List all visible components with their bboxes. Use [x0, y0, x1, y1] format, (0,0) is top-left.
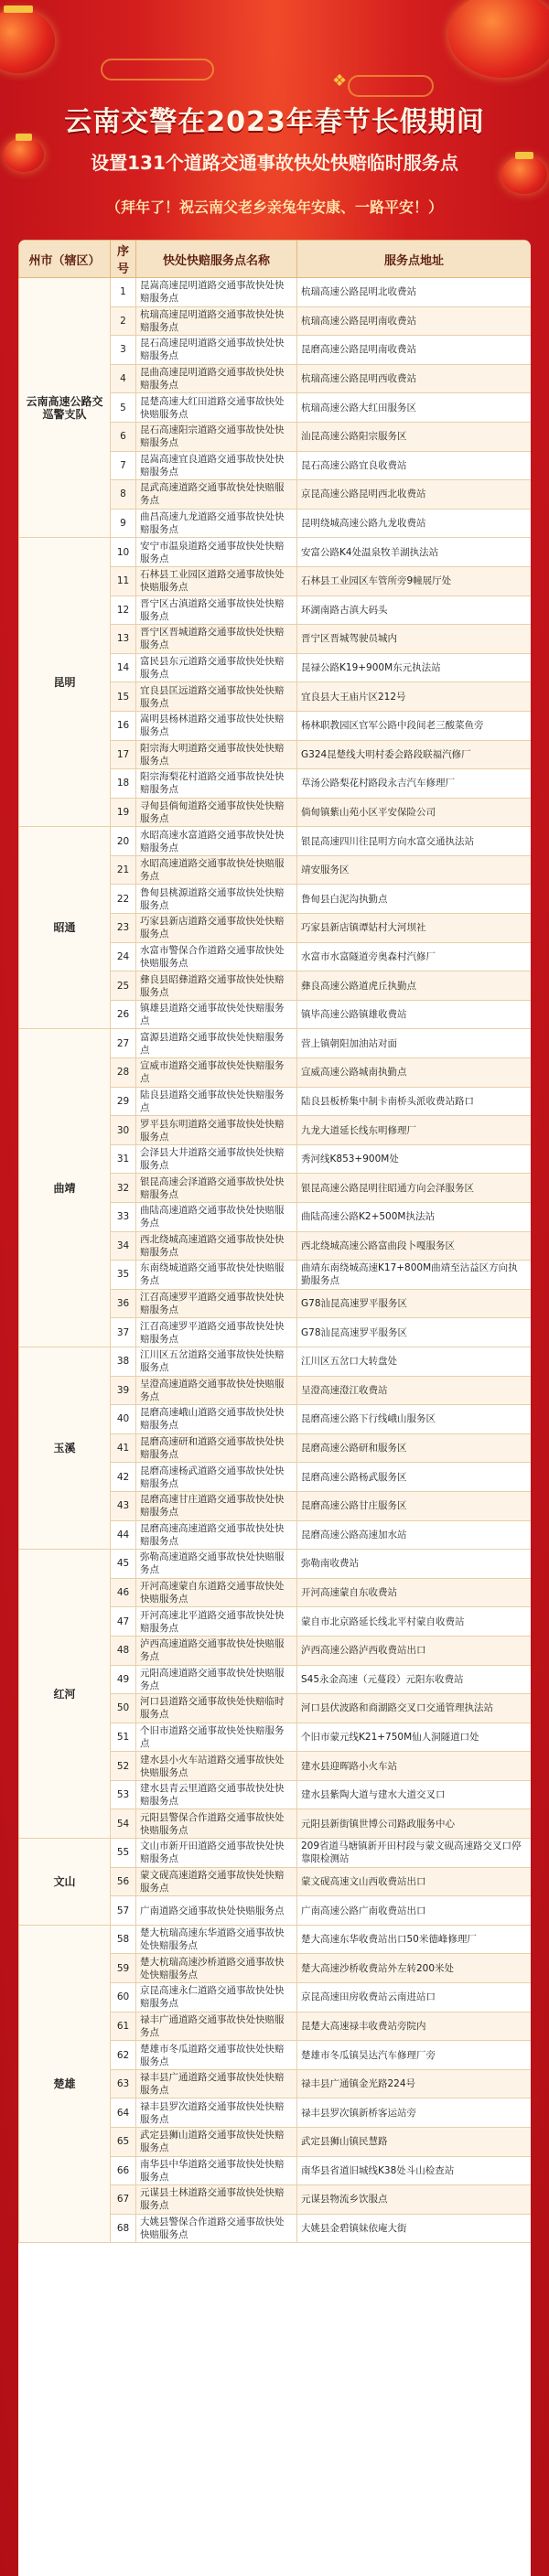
service-point-address-cell: 秀河线K853+900M处 [297, 1144, 532, 1174]
service-point-address-cell: 建水县迎晖路小火车站 [297, 1752, 532, 1781]
table-row [19, 1550, 532, 1579]
city-cell: 红河 [19, 1550, 111, 1839]
row-number-cell: 66 [111, 2156, 136, 2185]
service-point-address-cell: 晋宁区晋城驾驶员城内 [297, 625, 532, 654]
service-point-name-cell: 富民县东元道路交通事故快处快赔服务点 [136, 653, 297, 682]
service-point-address-cell: 209省道马塘镇新开田村段与蒙文砚高速路交叉口停靠限检测站 [297, 1839, 532, 1868]
row-number-cell: 47 [111, 1607, 136, 1637]
service-point-name-cell: 晋宁区古滇道路交通事故快处快赔服务点 [136, 596, 297, 625]
row-number-cell: 48 [111, 1636, 136, 1665]
row-number-cell: 20 [111, 827, 136, 856]
service-point-address-cell: 昆磨高速公路高速加水站 [297, 1520, 532, 1550]
row-number-cell: 6 [111, 422, 136, 451]
row-number-cell: 30 [111, 1116, 136, 1145]
service-point-name-cell: 昆嵩高速昆明道路交通事故快处快赔服务点 [136, 278, 297, 307]
row-number-cell: 43 [111, 1491, 136, 1520]
service-point-address-cell: 昆楚大高速禄丰收费站旁院内 [297, 2012, 532, 2041]
service-point-name-cell: 嵩明县杨林道路交通事故快处快赔服务点 [136, 711, 297, 740]
row-number-cell: 17 [111, 740, 136, 769]
service-point-name-cell: 南华县中华道路交通事故快处快赔服务点 [136, 2156, 297, 2185]
service-point-address-cell: 安富公路K4处温泉牧羊湖执法站 [297, 538, 532, 567]
service-point-name-cell: 昆武高速道路交通事故快处快赔服务点 [136, 480, 297, 510]
service-point-address-cell: 杭瑞高速公路昆明北收费站 [297, 278, 532, 307]
service-point-address-cell: 宜良县大王庙片区212号 [297, 682, 532, 712]
table-row [19, 1029, 532, 1058]
service-point-name-cell: 昆石高速昆明道路交通事故快处快赔服务点 [136, 336, 297, 365]
service-point-name-cell: 阳宗海大明道路交通事故快处快赔服务点 [136, 740, 297, 769]
row-number-cell: 10 [111, 538, 136, 567]
service-point-address-cell: 元谋县物流乡饮服点 [297, 2185, 532, 2215]
row-number-cell: 19 [111, 798, 136, 827]
row-number-cell: 62 [111, 2041, 136, 2070]
service-point-name-cell: 昆曲高速昆明道路交通事故快处快赔服务点 [136, 364, 297, 393]
row-number-cell: 50 [111, 1694, 136, 1723]
service-point-name-cell: 建水县小火车站道路交通事故快处快赔服务点 [136, 1752, 297, 1781]
service-point-address-cell: 呈澄高速澄江收费站 [297, 1376, 532, 1405]
service-point-address-cell: 营上镇朝阳加油站对面 [297, 1029, 532, 1058]
city-cell: 楚雄 [19, 1925, 111, 2243]
service-point-address-cell: 开河高速蒙自东收费站 [297, 1578, 532, 1607]
row-number-cell: 4 [111, 364, 136, 393]
service-point-address-cell: 杭瑞高速公路大红田服务区 [297, 393, 532, 423]
service-point-address-cell: 鲁甸县白泥沟执勤点 [297, 885, 532, 914]
service-point-name-cell: 泸西高速道路交通事故快处快赔服务点 [136, 1636, 297, 1665]
row-number-cell: 63 [111, 2069, 136, 2098]
knot-icon: ❖ [332, 71, 348, 91]
row-number-cell: 45 [111, 1550, 136, 1579]
city-cell: 文山 [19, 1839, 111, 1926]
lantern-icon [0, 9, 55, 73]
service-point-address-cell: 草汤公路梨花村路段永吉汽车修理厂 [297, 769, 532, 799]
page-title: 云南交警在2023年春节长假期间 [64, 106, 485, 138]
service-point-name-cell: 元阳县警保合作道路交通事故快处快赔服务点 [136, 1809, 297, 1839]
service-point-name-cell: 曲昌高速九龙道路交通事故快处快赔服务点 [136, 509, 297, 538]
table-row [19, 278, 532, 307]
row-number-cell: 33 [111, 1203, 136, 1232]
row-number-cell: 57 [111, 1896, 136, 1926]
row-number-cell: 34 [111, 1231, 136, 1261]
table-header-row [19, 241, 532, 278]
row-number-cell: 46 [111, 1578, 136, 1607]
row-number-cell: 1 [111, 278, 136, 307]
row-number-cell: 21 [111, 855, 136, 885]
row-number-cell: 23 [111, 914, 136, 943]
service-point-address-cell: 银昆高速四川往昆明方向水富交通执法站 [297, 827, 532, 856]
row-number-cell: 40 [111, 1405, 136, 1434]
service-point-address-cell: 西北绕城高速公路富曲段卜嘎服务区 [297, 1231, 532, 1261]
row-number-cell: 2 [111, 306, 136, 336]
row-number-cell: 44 [111, 1520, 136, 1550]
table-row [19, 538, 532, 567]
row-number-cell: 59 [111, 1954, 136, 1983]
service-point-address-cell: 彝良高速公路道虎丘执勤点 [297, 971, 532, 1001]
service-point-address-cell: 巧家县新店镇谭姑村大河坝社 [297, 914, 532, 943]
service-point-name-cell: 元谋县土林道路交通事故快处快赔服务点 [136, 2185, 297, 2215]
service-point-name-cell: 昆磨高速甘庄道路交通事故快处快赔服务点 [136, 1491, 297, 1520]
service-point-address-cell: 昆磨高速公路杨武服务区 [297, 1463, 532, 1492]
service-point-name-cell: 水富市警保合作道路交通事故快处快赔服务点 [136, 942, 297, 971]
service-point-card [18, 240, 531, 2576]
row-number-cell: 68 [111, 2214, 136, 2243]
service-point-name-cell: 开河高速蒙自东道路交通事故快处快赔服务点 [136, 1578, 297, 1607]
page-header [0, 0, 549, 229]
service-point-name-cell: 水昭高速水富道路交通事故快处快赔服务点 [136, 827, 297, 856]
service-point-address-cell: 杨林职教园区官军公路中段间老三酸菜鱼旁 [297, 711, 532, 740]
service-point-address-cell: G78汕昆高速罗平服务区 [297, 1318, 532, 1347]
service-point-address-cell: 昆磨高速公路研和服务区 [297, 1433, 532, 1463]
row-number-cell: 37 [111, 1318, 136, 1347]
service-point-name-cell: 昆磨高速峨山道路交通事故快处快赔服务点 [136, 1405, 297, 1434]
service-point-name-cell: 广南道路交通事故快处快赔服务点 [136, 1896, 297, 1926]
service-point-name-cell: 武定县狮山道路交通事故快处快赔服务点 [136, 2128, 297, 2157]
row-number-cell: 67 [111, 2185, 136, 2215]
row-number-cell: 36 [111, 1289, 136, 1318]
service-point-address-cell: 宣威高速公路城南执勤点 [297, 1058, 532, 1088]
table-row [19, 1925, 532, 1954]
table-body [19, 278, 532, 2243]
service-point-name-cell: 江川区五岔道路交通事故快处快赔服务点 [136, 1347, 297, 1376]
service-point-address-cell: 昆磨高速公路甘庄服务区 [297, 1491, 532, 1520]
service-point-name-cell: 河口县道路交通事故快处快赔临时服务点 [136, 1694, 297, 1723]
cloud-decoration [348, 75, 434, 97]
row-number-cell: 35 [111, 1261, 136, 1290]
service-point-name-cell: 禄丰县罗次道路交通事故快处快赔服务点 [136, 2098, 297, 2128]
service-point-name-cell: 蒙文砚高速道路交通事故快处快赔服务点 [136, 1867, 297, 1896]
service-point-name-cell: 寻甸县倘甸道路交通事故快处快赔服务点 [136, 798, 297, 827]
service-point-address-cell: 禄丰县罗次镇新桥客运站旁 [297, 2098, 532, 2128]
row-number-cell: 49 [111, 1665, 136, 1694]
service-point-address-cell: 蒙自市北京路延长线北平村蒙自收费站 [297, 1607, 532, 1637]
service-point-name-cell: 巧家县新店道路交通事故快处快赔服务点 [136, 914, 297, 943]
row-number-cell: 42 [111, 1463, 136, 1492]
service-point-name-cell: 西北绕城高速道路交通事故快处快赔服务点 [136, 1231, 297, 1261]
row-number-cell: 16 [111, 711, 136, 740]
service-point-name-cell: 杭瑞高速昆明道路交通事故快处快赔服务点 [136, 306, 297, 336]
service-point-address-cell: 京昆高速公路昆明西北收费站 [297, 480, 532, 510]
row-number-cell: 24 [111, 942, 136, 971]
row-number-cell: 60 [111, 1983, 136, 2012]
row-number-cell: 29 [111, 1087, 136, 1116]
column-header-city: 州市（辖区） [19, 241, 111, 278]
row-number-cell: 38 [111, 1347, 136, 1376]
service-point-address-cell: 银昆高速公路昆明往昭通方向会泽服务区 [297, 1174, 532, 1203]
service-point-name-cell: 昆嵩高速宜良道路交通事故快处快赔服务点 [136, 451, 297, 480]
city-cell: 曲靖 [19, 1029, 111, 1347]
service-point-address-cell: 禄丰县广通镇金光路224号 [297, 2069, 532, 2098]
row-number-cell: 14 [111, 653, 136, 682]
row-number-cell: 3 [111, 336, 136, 365]
row-number-cell: 25 [111, 971, 136, 1001]
service-point-name-cell: 晋宁区晋城道路交通事故快处快赔服务点 [136, 625, 297, 654]
table-row [19, 827, 532, 856]
row-number-cell: 11 [111, 566, 136, 596]
row-number-cell: 13 [111, 625, 136, 654]
service-point-name-cell: 开河高速北平道路交通事故快处快赔服务点 [136, 1607, 297, 1637]
service-point-name-cell: 文山市新开田道路交通事故快处快赔服务点 [136, 1839, 297, 1868]
service-point-name-cell: 昆楚高速大红田道路交通事故快处快赔服务点 [136, 393, 297, 423]
lantern-icon [448, 0, 549, 78]
service-point-address-cell: 楚大高速东华收费站出口50米德峰修理厂 [297, 1925, 532, 1954]
service-point-name-cell: 呈澄高速道路交通事故快处快赔服务点 [136, 1376, 297, 1405]
service-point-name-cell: 富源县道路交通事故快处快赔服务点 [136, 1029, 297, 1058]
row-number-cell: 9 [111, 509, 136, 538]
row-number-cell: 55 [111, 1839, 136, 1868]
row-number-cell: 15 [111, 682, 136, 712]
service-point-address-cell: 河口县伏波路和商湖路交叉口交通管理执法站 [297, 1694, 532, 1723]
service-point-name-cell: 弥勒高速道路交通事故快处快赔服务点 [136, 1550, 297, 1579]
row-number-cell: 28 [111, 1058, 136, 1088]
service-point-address-cell: 武定县狮山镇民慧路 [297, 2128, 532, 2157]
service-point-name-cell: 昆磨高速杨武道路交通事故快处快赔服务点 [136, 1463, 297, 1492]
row-number-cell: 51 [111, 1723, 136, 1752]
service-point-address-cell: 杭瑞高速公路昆明南收费站 [297, 306, 532, 336]
service-point-name-cell: 水昭高速道路交通事故快处快赔服务点 [136, 855, 297, 885]
row-number-cell: 26 [111, 1000, 136, 1029]
column-header-address: 服务点地址 [297, 241, 532, 278]
row-number-cell: 39 [111, 1376, 136, 1405]
city-cell: 云南高速公路交巡警支队 [19, 278, 111, 538]
service-point-address-cell: 昆磨高速公路下行线峨山服务区 [297, 1405, 532, 1434]
service-point-address-cell: 石林县工业园区车管所旁9幢展厅处 [297, 566, 532, 596]
table-row [19, 1839, 532, 1868]
row-number-cell: 65 [111, 2128, 136, 2157]
service-point-name-cell: 大姚县警保合作道路交通事故快处快赔服务点 [136, 2214, 297, 2243]
service-point-name-cell: 昆磨高速研和道路交通事故快处快赔服务点 [136, 1433, 297, 1463]
service-point-name-cell: 石林县工业园区道路交通事故快处快赔服务点 [136, 566, 297, 596]
row-number-cell: 56 [111, 1867, 136, 1896]
service-point-name-cell: 曲陆高速道路交通事故快处快赔服务点 [136, 1203, 297, 1232]
service-point-address-cell: 九龙大道延长线东明修理厂 [297, 1116, 532, 1145]
service-point-address-cell: 环湖南路古滇大码头 [297, 596, 532, 625]
service-point-name-cell: 江召高速罗平道路交通事故快处快赔服务点 [136, 1289, 297, 1318]
row-number-cell: 41 [111, 1433, 136, 1463]
service-point-name-cell: 彝良县昭彝道路交通事故快处快赔服务点 [136, 971, 297, 1001]
service-point-address-cell: S45永金高速（元蔓段）元阳东收费站 [297, 1665, 532, 1694]
service-point-address-cell: G324昆楚线大明村委会路段联福汽修厂 [297, 740, 532, 769]
city-cell: 昆明 [19, 538, 111, 827]
service-point-name-cell: 宣威市道路交通事故快处快赔服务点 [136, 1058, 297, 1088]
service-point-name-cell: 安宁市温泉道路交通事故快处快赔服务点 [136, 538, 297, 567]
service-point-address-cell: 倘甸镇紫山苑小区平安保险公司 [297, 798, 532, 827]
row-number-cell: 64 [111, 2098, 136, 2128]
service-point-address-cell: 靖安服务区 [297, 855, 532, 885]
service-point-name-cell: 江召高速罗平道路交通事故快处快赔服务点 [136, 1318, 297, 1347]
column-header-name: 快处快赔服务点名称 [136, 241, 297, 278]
row-number-cell: 32 [111, 1174, 136, 1203]
service-point-name-cell: 京昆高速永仁道路交通事故快处快赔服务点 [136, 1983, 297, 2012]
service-point-address-cell: 杭瑞高速公路昆明西收费站 [297, 364, 532, 393]
column-header-number: 序号 [111, 241, 136, 278]
service-point-address-cell: 曲靖东南绕城高速K17+800M曲靖至沾益区方向执勤服务点 [297, 1261, 532, 1290]
service-point-table [18, 240, 531, 2243]
service-point-name-cell: 楚大杭瑞高速沙桥道路交通事故快处快赔服务点 [136, 1954, 297, 1983]
greeting-text: （拜年了！祝云南父老乡亲兔年安康、一路平安！） [105, 199, 443, 216]
row-number-cell: 5 [111, 393, 136, 423]
service-point-address-cell: 京昆高速田房收费站云南进站口 [297, 1983, 532, 2012]
service-point-name-cell: 鲁甸县桃源道路交通事故快处快赔服务点 [136, 885, 297, 914]
service-point-name-cell: 禄丰县广通道路交通事故快处快赔服务点 [136, 2069, 297, 2098]
service-point-name-cell: 个旧市道路交通事故快处快赔服务点 [136, 1723, 297, 1752]
service-point-address-cell: 汕昆高速公路阳宗服务区 [297, 422, 532, 451]
row-number-cell: 61 [111, 2012, 136, 2041]
row-number-cell: 7 [111, 451, 136, 480]
service-point-address-cell: 建水县紫陶大道与建水大道交叉口 [297, 1780, 532, 1809]
service-point-name-cell: 昆石高速阳宗道路交通事故快处快赔服务点 [136, 422, 297, 451]
service-point-address-cell: 水富市水富隧道旁奥森村汽修厂 [297, 942, 532, 971]
row-number-cell: 18 [111, 769, 136, 799]
service-point-name-cell: 楚大杭瑞高速东华道路交通事故快处快赔服务点 [136, 1925, 297, 1954]
service-point-address-cell: 楚雄市冬瓜镇昊达汽车修理厂旁 [297, 2041, 532, 2070]
service-point-name-cell: 建水县青云里道路交通事故快处快赔服务点 [136, 1780, 297, 1809]
service-point-address-cell: 个旧市蒙元线K21+750M仙人洞隧道口处 [297, 1723, 532, 1752]
service-point-name-cell: 宜良县匡远道路交通事故快处快赔服务点 [136, 682, 297, 712]
service-point-address-cell: 蒙文砚高速文山西收费站出口 [297, 1867, 532, 1896]
row-number-cell: 52 [111, 1752, 136, 1781]
row-number-cell: 27 [111, 1029, 136, 1058]
service-point-address-cell: 南华县省道旧城线K38处斗山检查站 [297, 2156, 532, 2185]
service-point-address-cell: 江川区五岔口大转盘处 [297, 1347, 532, 1376]
service-point-address-cell: 昆磨高速公路昆明南收费站 [297, 336, 532, 365]
service-point-address-cell: 弥勒南收费站 [297, 1550, 532, 1579]
cloud-decoration [101, 59, 214, 80]
service-point-name-cell: 罗平县东明道路交通事故快处快赔服务点 [136, 1116, 297, 1145]
service-point-address-cell: 昆石高速公路宜良收费站 [297, 451, 532, 480]
service-point-address-cell: 元阳县新街镇世博公司路政服务中心 [297, 1809, 532, 1839]
service-point-name-cell: 东南绕城道路交通事故快处快赔服务点 [136, 1261, 297, 1290]
service-point-name-cell: 昆磨高速高速道路交通事故快处快赔服务点 [136, 1520, 297, 1550]
service-point-address-cell: 广南高速公路广南收费站出口 [297, 1896, 532, 1926]
row-number-cell: 58 [111, 1925, 136, 1954]
service-point-address-cell: 昆禄公路K19+900M东元执法站 [297, 653, 532, 682]
service-point-name-cell: 银昆高速会泽道路交通事故快处快赔服务点 [136, 1174, 297, 1203]
service-point-name-cell: 镇雄县道路交通事故快处快赔服务点 [136, 1000, 297, 1029]
service-point-address-cell: 昆明绕城高速公路九龙收费站 [297, 509, 532, 538]
row-number-cell: 31 [111, 1144, 136, 1174]
service-point-address-cell: 陆良县板桥集中制卡南桥头派收费站路口 [297, 1087, 532, 1116]
service-point-address-cell: 镇毕高速公路镇雄收费站 [297, 1000, 532, 1029]
table-row [19, 1347, 532, 1376]
service-point-address-cell: 大姚县金碧镇妹依庵大街 [297, 2214, 532, 2243]
city-cell: 昭通 [19, 827, 111, 1029]
service-point-name-cell: 陆良县道路交通事故快处快赔服务点 [136, 1087, 297, 1116]
service-point-name-cell: 会泽县大井道路交通事故快处快赔服务点 [136, 1144, 297, 1174]
row-number-cell: 54 [111, 1809, 136, 1839]
service-point-name-cell: 阳宗海梨花村道路交通事故快处快赔服务点 [136, 769, 297, 799]
service-point-address-cell: 泸西高速公路泸西收费站出口 [297, 1636, 532, 1665]
service-point-address-cell: 楚大高速沙桥收费站外左转200米处 [297, 1954, 532, 1983]
city-cell: 玉溪 [19, 1347, 111, 1549]
service-point-address-cell: 曲陆高速公路K2+500M执法站 [297, 1203, 532, 1232]
service-point-address-cell: G78汕昆高速罗平服务区 [297, 1289, 532, 1318]
service-point-name-cell: 禄丰广通道路交通事故快处快赔服务点 [136, 2012, 297, 2041]
service-point-name-cell: 元阳高速道路交通事故快处快赔服务点 [136, 1665, 297, 1694]
service-point-name-cell: 楚雄市冬瓜道路交通事故快处快赔服务点 [136, 2041, 297, 2070]
row-number-cell: 8 [111, 480, 136, 510]
page-subtitle: 设置131个道路交通事故快处快赔临时服务点 [91, 152, 458, 174]
row-number-cell: 53 [111, 1780, 136, 1809]
row-number-cell: 22 [111, 885, 136, 914]
row-number-cell: 12 [111, 596, 136, 625]
